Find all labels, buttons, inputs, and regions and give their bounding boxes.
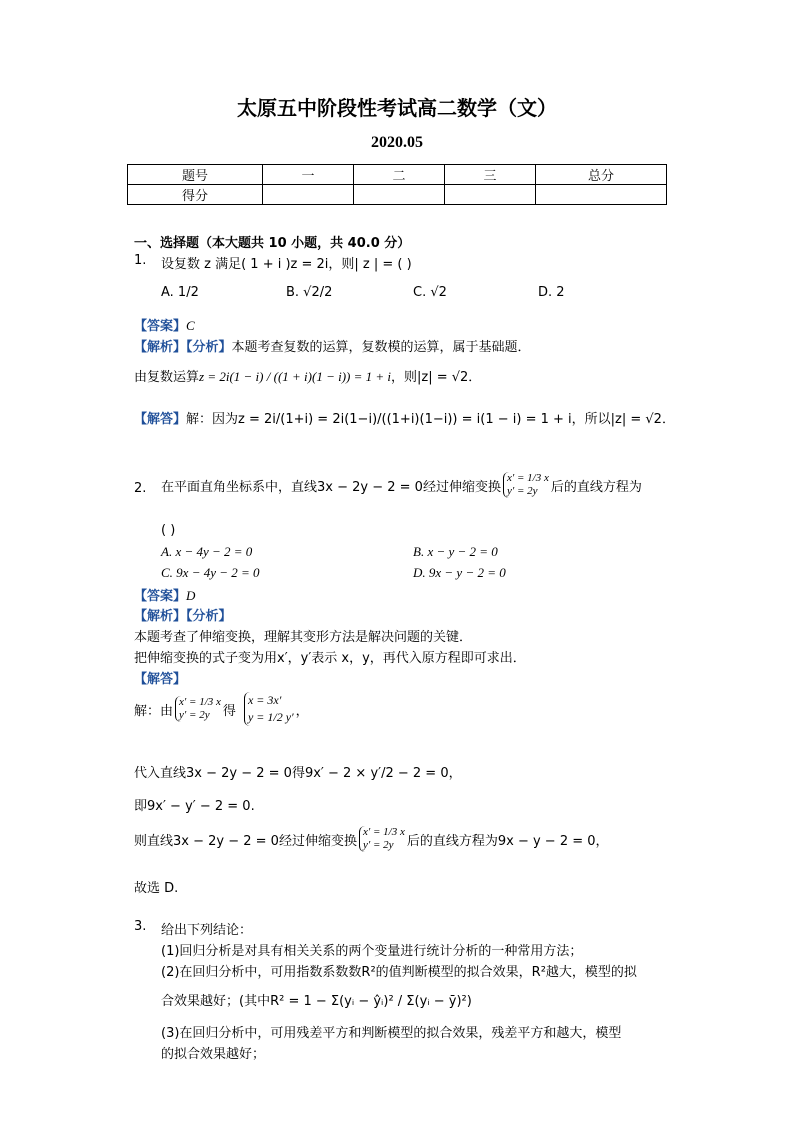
analysis-tag: 【解析】【分析】	[134, 609, 232, 624]
score-input-cell[interactable]	[536, 185, 667, 205]
option-a: A. x − 4y − 2 = 0	[161, 544, 253, 559]
question-stem	[161, 472, 642, 498]
analysis-text: 把伸缩变换的式子变为用x′，y′表示 x，y，再代入原方程即可求出．	[134, 651, 526, 666]
solution-tag: 【解答】	[134, 672, 187, 687]
table-cell: 得分	[128, 185, 263, 205]
score-table	[127, 164, 667, 205]
transform-eq: y′ = 2y	[362, 839, 394, 851]
table-cell: 总分	[536, 165, 667, 185]
transform-eq: x′ = 1/3 x	[506, 472, 549, 484]
answer-line	[134, 315, 195, 334]
solution-text: 故选 D.	[134, 881, 179, 896]
analysis-line	[134, 366, 481, 385]
question-stem: 给出下列结论：	[161, 923, 253, 938]
question-stem: 设复数 z 满足( 1 + i )z = 2i，则| z | = ( )	[161, 257, 412, 272]
inverse-eq: y = 1/2 y′	[247, 710, 294, 724]
inverse-eq: x = 3x′	[247, 693, 282, 707]
solution-text: 后的直线方程为9x − y − 2 = 0，	[406, 833, 609, 849]
inverse-system	[244, 692, 294, 726]
transform-eq: y′ = 2y	[506, 485, 538, 497]
solution-text: 解：因为z = 2i/(1+i) = 2i(1−i)/((1+i)(1−i)) = i(1 − i) = 1 + i，所以|z| = √2．	[186, 412, 675, 427]
solution-text: 得	[222, 703, 236, 719]
table-row	[128, 165, 667, 185]
section-heading: 一、选择题（本大题共 10 小题，共 40.0 分）	[134, 236, 411, 251]
exam-date: 2020.05	[371, 134, 423, 151]
table-cell: 三	[445, 165, 536, 185]
solution-line	[134, 692, 309, 726]
stem-text: 在平面直角坐标系中，直线3x − 2y − 2 = 0经过伸缩变换	[161, 479, 501, 495]
analysis-text: ，则|z| = √2．	[391, 370, 482, 385]
answer-paren: ( )	[161, 523, 176, 538]
solution-text: 则直线3x − 2y − 2 = 0经过伸缩变换	[134, 833, 357, 849]
answer-tag: 【答案】	[134, 319, 187, 334]
table-cell: 二	[354, 165, 445, 185]
statement-3: (3)在回归分析中，可用残差平方和判断模型的拟合效果，残差平方和越大，模型	[161, 1026, 622, 1041]
question-number: 1.	[134, 253, 147, 268]
question-number: 3.	[134, 919, 147, 934]
table-cell: 题号	[128, 165, 263, 185]
option-a: A. 1/2	[161, 285, 199, 300]
option-b: B. x − y − 2 = 0	[413, 544, 498, 559]
score-input-cell[interactable]	[354, 185, 445, 205]
statement-1: (1)回归分析是对具有相关关系的两个变量进行统计分析的一种常用方法；	[161, 944, 583, 959]
transform-system	[359, 826, 405, 852]
solution-text: 即9x′ − y′ − 2 = 0.	[134, 799, 255, 814]
statement-3-cont: 的拟合效果越好；	[161, 1047, 266, 1062]
solution-line	[134, 408, 675, 427]
score-input-cell[interactable]	[263, 185, 354, 205]
answer-line	[134, 585, 195, 604]
transform-system	[503, 472, 549, 498]
option-b: B. √2/2	[286, 285, 333, 300]
solution-line	[134, 826, 609, 852]
analysis-text: 本题考查复数的运算，复数模的运算，属于基础题．	[231, 340, 531, 355]
solution-text: 代入直线3x − 2y − 2 = 0得9x′ − 2 × y′/2 − 2 = 0，	[134, 766, 462, 781]
answer-tag: 【答案】	[134, 589, 187, 604]
statement-2: (2)在回归分析中，可用指数系数数R²的值判断模型的拟合效果，R²越大，模型的拟	[161, 965, 637, 980]
analysis-text: 本题考查了伸缩变换，理解其变形方法是解决问题的关键．	[134, 630, 473, 645]
option-c: C. √2	[413, 285, 447, 300]
option-d: D. 9x − y − 2 = 0	[413, 565, 506, 580]
score-input-cell[interactable]	[445, 185, 536, 205]
formula: z = 2i(1 − i) / ((1 + i)(1 − i)) = 1 + i	[199, 369, 392, 384]
transform-eq: x′ = 1/3 x	[362, 826, 405, 838]
statement-2-cont: 合效果越好；(其中R² = 1 − Σ(yᵢ − ŷᵢ)² / Σ(yᵢ − ȳ)²)	[161, 994, 472, 1009]
question-number: 2.	[134, 481, 147, 496]
stem-text: 后的直线方程为	[550, 479, 642, 495]
solution-text: ，	[295, 703, 309, 719]
transform-eq: y′ = 2y	[179, 709, 210, 721]
option-c: C. 9x − 4y − 2 = 0	[161, 565, 260, 580]
analysis-tag: 【解析】【分析】	[134, 340, 232, 355]
solution-tag: 【解答】	[134, 412, 187, 427]
table-row	[128, 185, 667, 205]
transform-system	[175, 696, 221, 722]
option-d: D. 2	[538, 285, 565, 300]
answer-value: D	[186, 588, 196, 603]
solution-text: 解：由	[134, 703, 174, 719]
analysis-line	[134, 336, 531, 355]
analysis-text: 由复数运算	[134, 370, 200, 385]
answer-value: C	[186, 318, 195, 333]
table-cell: 一	[263, 165, 354, 185]
transform-eq: x′ = 1/3 x	[179, 696, 221, 708]
page-title: 太原五中阶段性考试高二数学（文）	[237, 96, 557, 120]
